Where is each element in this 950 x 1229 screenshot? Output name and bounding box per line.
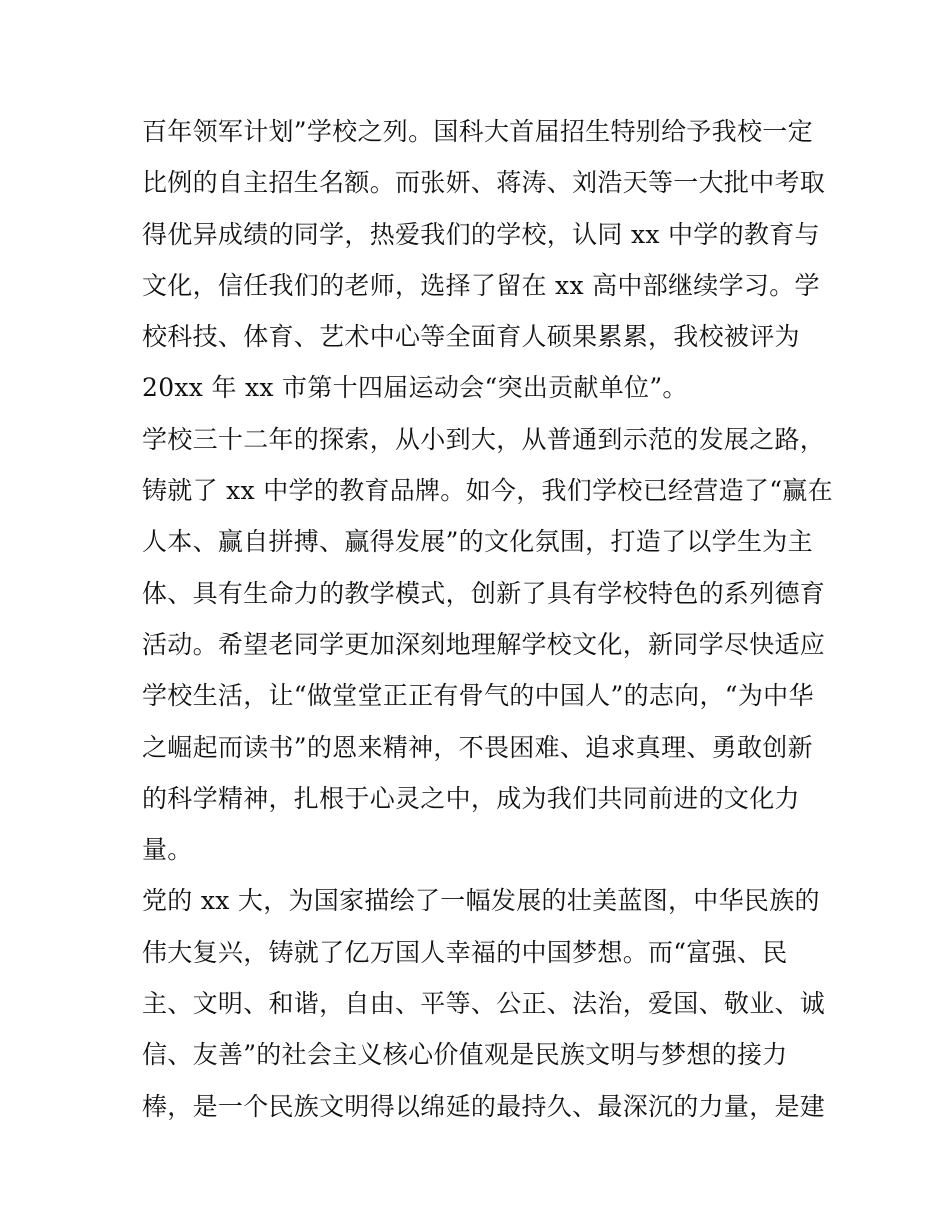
text-line: 的科学精神，扎根于心灵之中，成为我们共同前进的文化力 xyxy=(142,783,800,813)
text-line: 学校生活，让“做堂堂正正有骨气的中国人”的志向，“为中华 xyxy=(142,681,814,711)
text-line: 比例的自主招生名额。而张妍、蒋涛、刘浩天等一大批中考取 xyxy=(142,168,826,198)
text-line: 学校三十二年的探索，从小到大，从普通到示范的发展之路， xyxy=(142,424,826,454)
text-line: 之崛起而读书”的恩来精神，不畏困难、追求真理、勇敢创新 xyxy=(142,732,813,762)
text-line: 棒，是一个民族文明得以绵延的最持久、最深沉的力量，是建 xyxy=(142,1091,826,1121)
body-text xyxy=(142,106,833,1132)
text-line: 主、文明、和谐，自由、平等、公正、法治，爱国、敬业、诚 xyxy=(142,989,826,1019)
text-line: 党的 xx 大，为国家描绘了一幅发展的壮美蓝图，中华民族的 xyxy=(142,886,820,916)
text-line: 体、具有生命力的教学模式，创新了具有学校特色的系列德育 xyxy=(142,578,826,608)
text-line: 百年领军计划”学校之列。国科大首届招生特别给予我校一定 xyxy=(142,117,813,146)
text-line: 铸就了 xx 中学的教育品牌。如今，我们学校已经营造了“赢在 xyxy=(142,476,833,506)
text-line: 量。 xyxy=(142,835,193,865)
text-line: 活动。希望老同学更加深刻地理解学校文化，新同学尽快适应 xyxy=(142,629,826,659)
text-line: 人本、赢自拼搏、赢得发展”的文化氛围，打造了以学生为主 xyxy=(142,527,813,557)
text-line: 20xx 年 xx 市第十四届运动会“突出贡献单位”。 xyxy=(142,373,688,403)
text-line: 得优异成绩的同学，热爱我们的学校，认同 xx 中学的教育与 xyxy=(142,219,820,249)
text-line: 文化，信任我们的老师，选择了留在 xx 高中部继续学习。学 xyxy=(142,270,820,300)
text-line: 伟大复兴，铸就了亿万国人幸福的中国梦想。而“富强、民 xyxy=(142,937,788,967)
text-line: 信、友善”的社会主义核心价值观是民族文明与梦想的接力 xyxy=(142,1040,788,1070)
text-line: 校科技、体育、艺术中心等全面育人硕果累累，我校被评为 xyxy=(142,322,800,352)
